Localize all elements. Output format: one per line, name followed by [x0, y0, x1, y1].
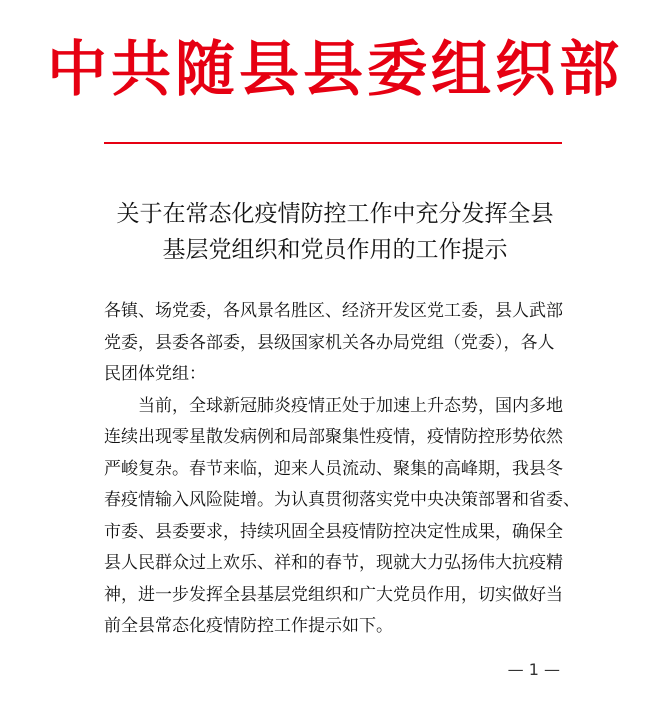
paragraph-line-4: 春疫情输入风险陡增。为认真贯彻落实党中央决策部署和省委、 [104, 490, 580, 510]
document-title-line-1: 关于在常态化疫情防控工作中充分发挥全县 [116, 201, 554, 227]
paragraph-line-6: 县人民群众过上欢乐、祥和的春节，现就大力弘扬伟大抗疫精 [104, 553, 563, 573]
salutation-line-2: 党委，县委各部委，县级国家机关各办局党组（党委），各人 [104, 332, 555, 353]
salutation-line-1: 各镇、场党委，各风景名胜区、经济开发区党工委，县人武部 [104, 301, 563, 321]
document-title-line-2: 基层党组织和党员作用的工作提示 [162, 237, 508, 263]
issuer-title: 中共随县县委组织部 [47, 35, 623, 105]
paragraph-line-7: 神，进一步发挥全县基层党组织和广大党员作用，切实做好当 [104, 584, 563, 605]
document-body [104, 296, 580, 643]
paragraph-line-3: 严峻复杂。春节来临，迎来人员流动、聚集的高峰期，我县冬 [104, 458, 563, 479]
document-title [0, 196, 670, 268]
red-divider-line [104, 142, 562, 144]
paragraph-line-5: 市委、县委要求，持续巩固全县疫情防控决定性成果，确保全 [104, 521, 563, 542]
paragraph-line-1: 当前，全球新冠肺炎疫情正处于加速上升态势，国内多地 [138, 395, 563, 416]
paragraph-line-8: 前全县常态化疫情防控工作提示如下。 [104, 616, 393, 636]
page-number: — 1 — [507, 660, 560, 679]
salutation-line-3: 民团体党组： [104, 364, 206, 384]
paragraph-line-2: 连续出现零星散发病例和局部聚集性疫情，疫情防控形势依然 [104, 427, 563, 447]
